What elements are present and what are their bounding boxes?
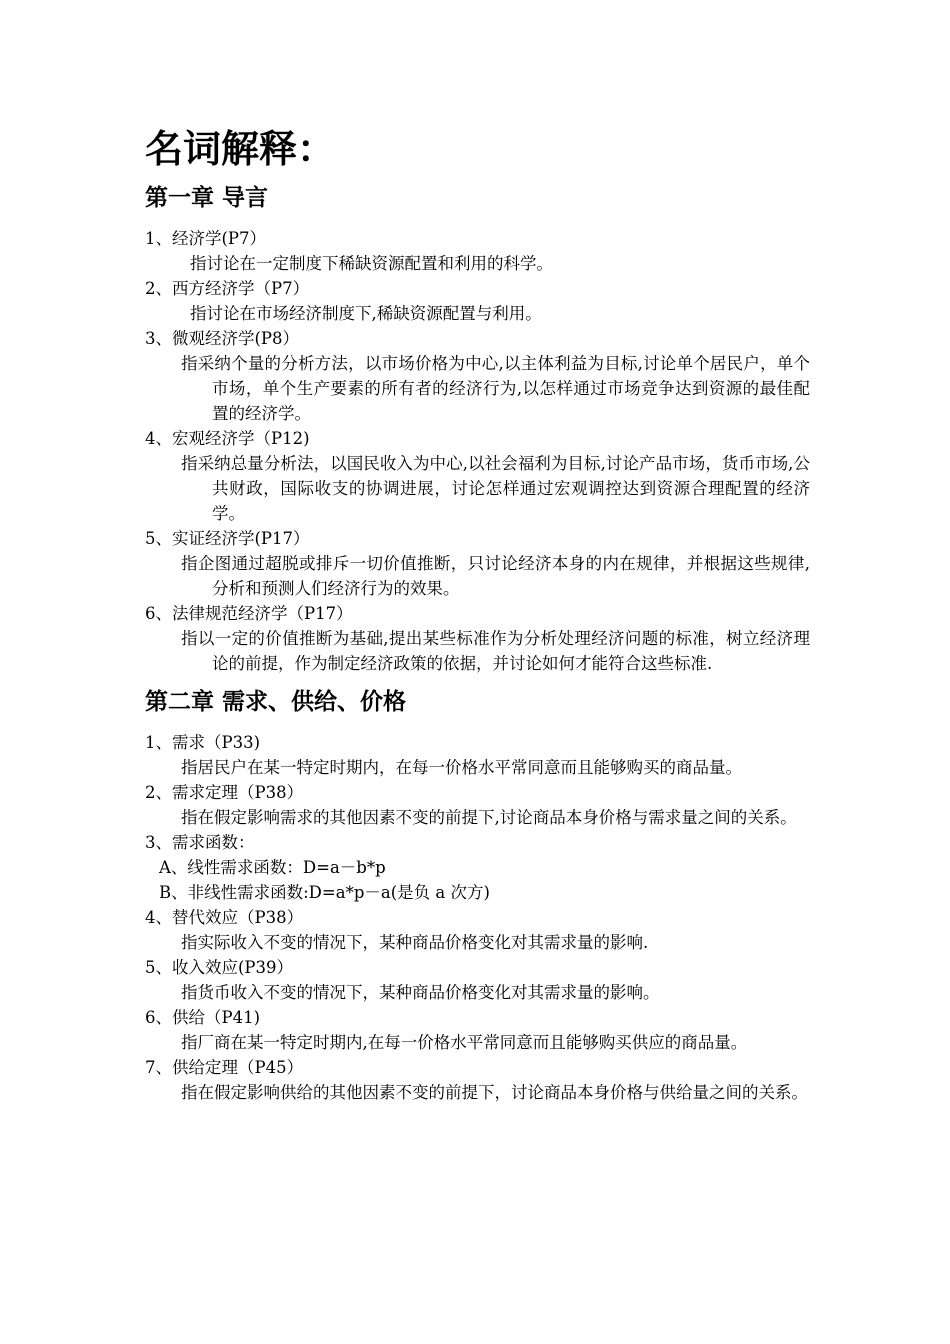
term-label: 2、需求定理（P38） — [145, 783, 304, 802]
term-entry — [145, 1055, 810, 1105]
term-definition: 指企图通过超脱或排斥一切价值推断，只讨论经济本身的内在规律，并根据这些规律,分析和预测人们经济行为的效果。 — [181, 554, 810, 598]
term-entry — [145, 226, 810, 276]
term-label: 1、需求（P33) — [145, 733, 261, 752]
term-definition: 指讨论在市场经济制度下,稀缺资源配置与利用。 — [190, 304, 542, 323]
term-definition: 指货币收入不变的情况下，某种商品价格变化对其需求量的影响。 — [181, 983, 660, 1002]
term-label: 3、微观经济学(P8） — [145, 329, 300, 348]
term-label: 7、供给定理（P45） — [145, 1058, 304, 1077]
term-definition: 指采纳个量的分析方法，以市场价格为中心,以主体利益为目标,讨论单个居民户，单个市场，单个生产要素的所有者的经济行为,以怎样通过市场竞争达到资源的最佳配置的经济学。 — [181, 354, 810, 423]
term-entry — [145, 1005, 810, 1055]
term-definition: 指以一定的价值推断为基础,提出某些标准作为分析处理经济问题的标准，树立经济理论的前提，作为制定经济政策的依据，并讨论如何才能符合这些标准. — [181, 629, 810, 673]
term-entry — [145, 601, 810, 676]
term-label: 4、替代效应（P38） — [145, 908, 304, 927]
term-label: 6、供给（P41) — [145, 1008, 261, 1027]
term-entry — [145, 730, 810, 780]
term-entry — [145, 526, 810, 601]
term-definition: 指居民户在某一特定时期内，在每一价格水平常同意而且能够购买的商品量。 — [181, 758, 742, 777]
term-entry — [145, 780, 810, 830]
term-label: 3、需求函数： — [145, 833, 255, 852]
term-label: 2、西方经济学（P7） — [145, 279, 310, 298]
chapter-2-heading: 第二章 需求、供给、价格 — [145, 688, 407, 715]
term-entry — [145, 326, 810, 426]
term-definition: 指采纳总量分析法，以国民收入为中心,以社会福利为目标,讨论产品市场，货币市场,公共财政，国际收支的协调进展，讨论怎样通过宏观调控达到资源合理配置的经济学。 — [181, 454, 810, 523]
term-entry — [145, 276, 810, 326]
term-entry — [145, 830, 810, 905]
page-title: 名词解释： — [145, 126, 336, 171]
term-label: 4、宏观经济学（P12) — [145, 429, 310, 448]
term-definition: 指厂商在某一特定时期内,在每一价格水平常同意而且能够购买供应的商品量。 — [181, 1033, 748, 1052]
term-definition: 指在假定影响需求的其他因素不变的前提下,讨论商品本身价格与需求量之间的关系。 — [181, 808, 797, 827]
formula-line: A、线性需求函数：D=a－b*p — [159, 858, 386, 877]
term-entry — [145, 955, 810, 1005]
formula-line: B、非线性需求函数:D=a*p－a(是负 a 次方) — [159, 883, 490, 902]
term-definition: 指在假定影响供给的其他因素不变的前提下，讨论商品本身价格与供给量之间的关系。 — [181, 1083, 808, 1102]
term-entry — [145, 905, 810, 955]
term-label: 5、收入效应(P39） — [145, 958, 294, 977]
term-entry — [145, 426, 810, 526]
chapter-1-heading: 第一章 导言 — [145, 184, 269, 211]
term-label: 1、经济学(P7） — [145, 229, 267, 248]
term-definition: 指讨论在一定制度下稀缺资源配置和利用的科学。 — [190, 254, 553, 273]
term-label: 5、实证经济学(P17） — [145, 529, 310, 548]
term-label: 6、法律规范经济学（P17） — [145, 604, 353, 623]
term-definition: 指实际收入不变的情况下，某种商品价格变化对其需求量的影响. — [181, 933, 649, 952]
